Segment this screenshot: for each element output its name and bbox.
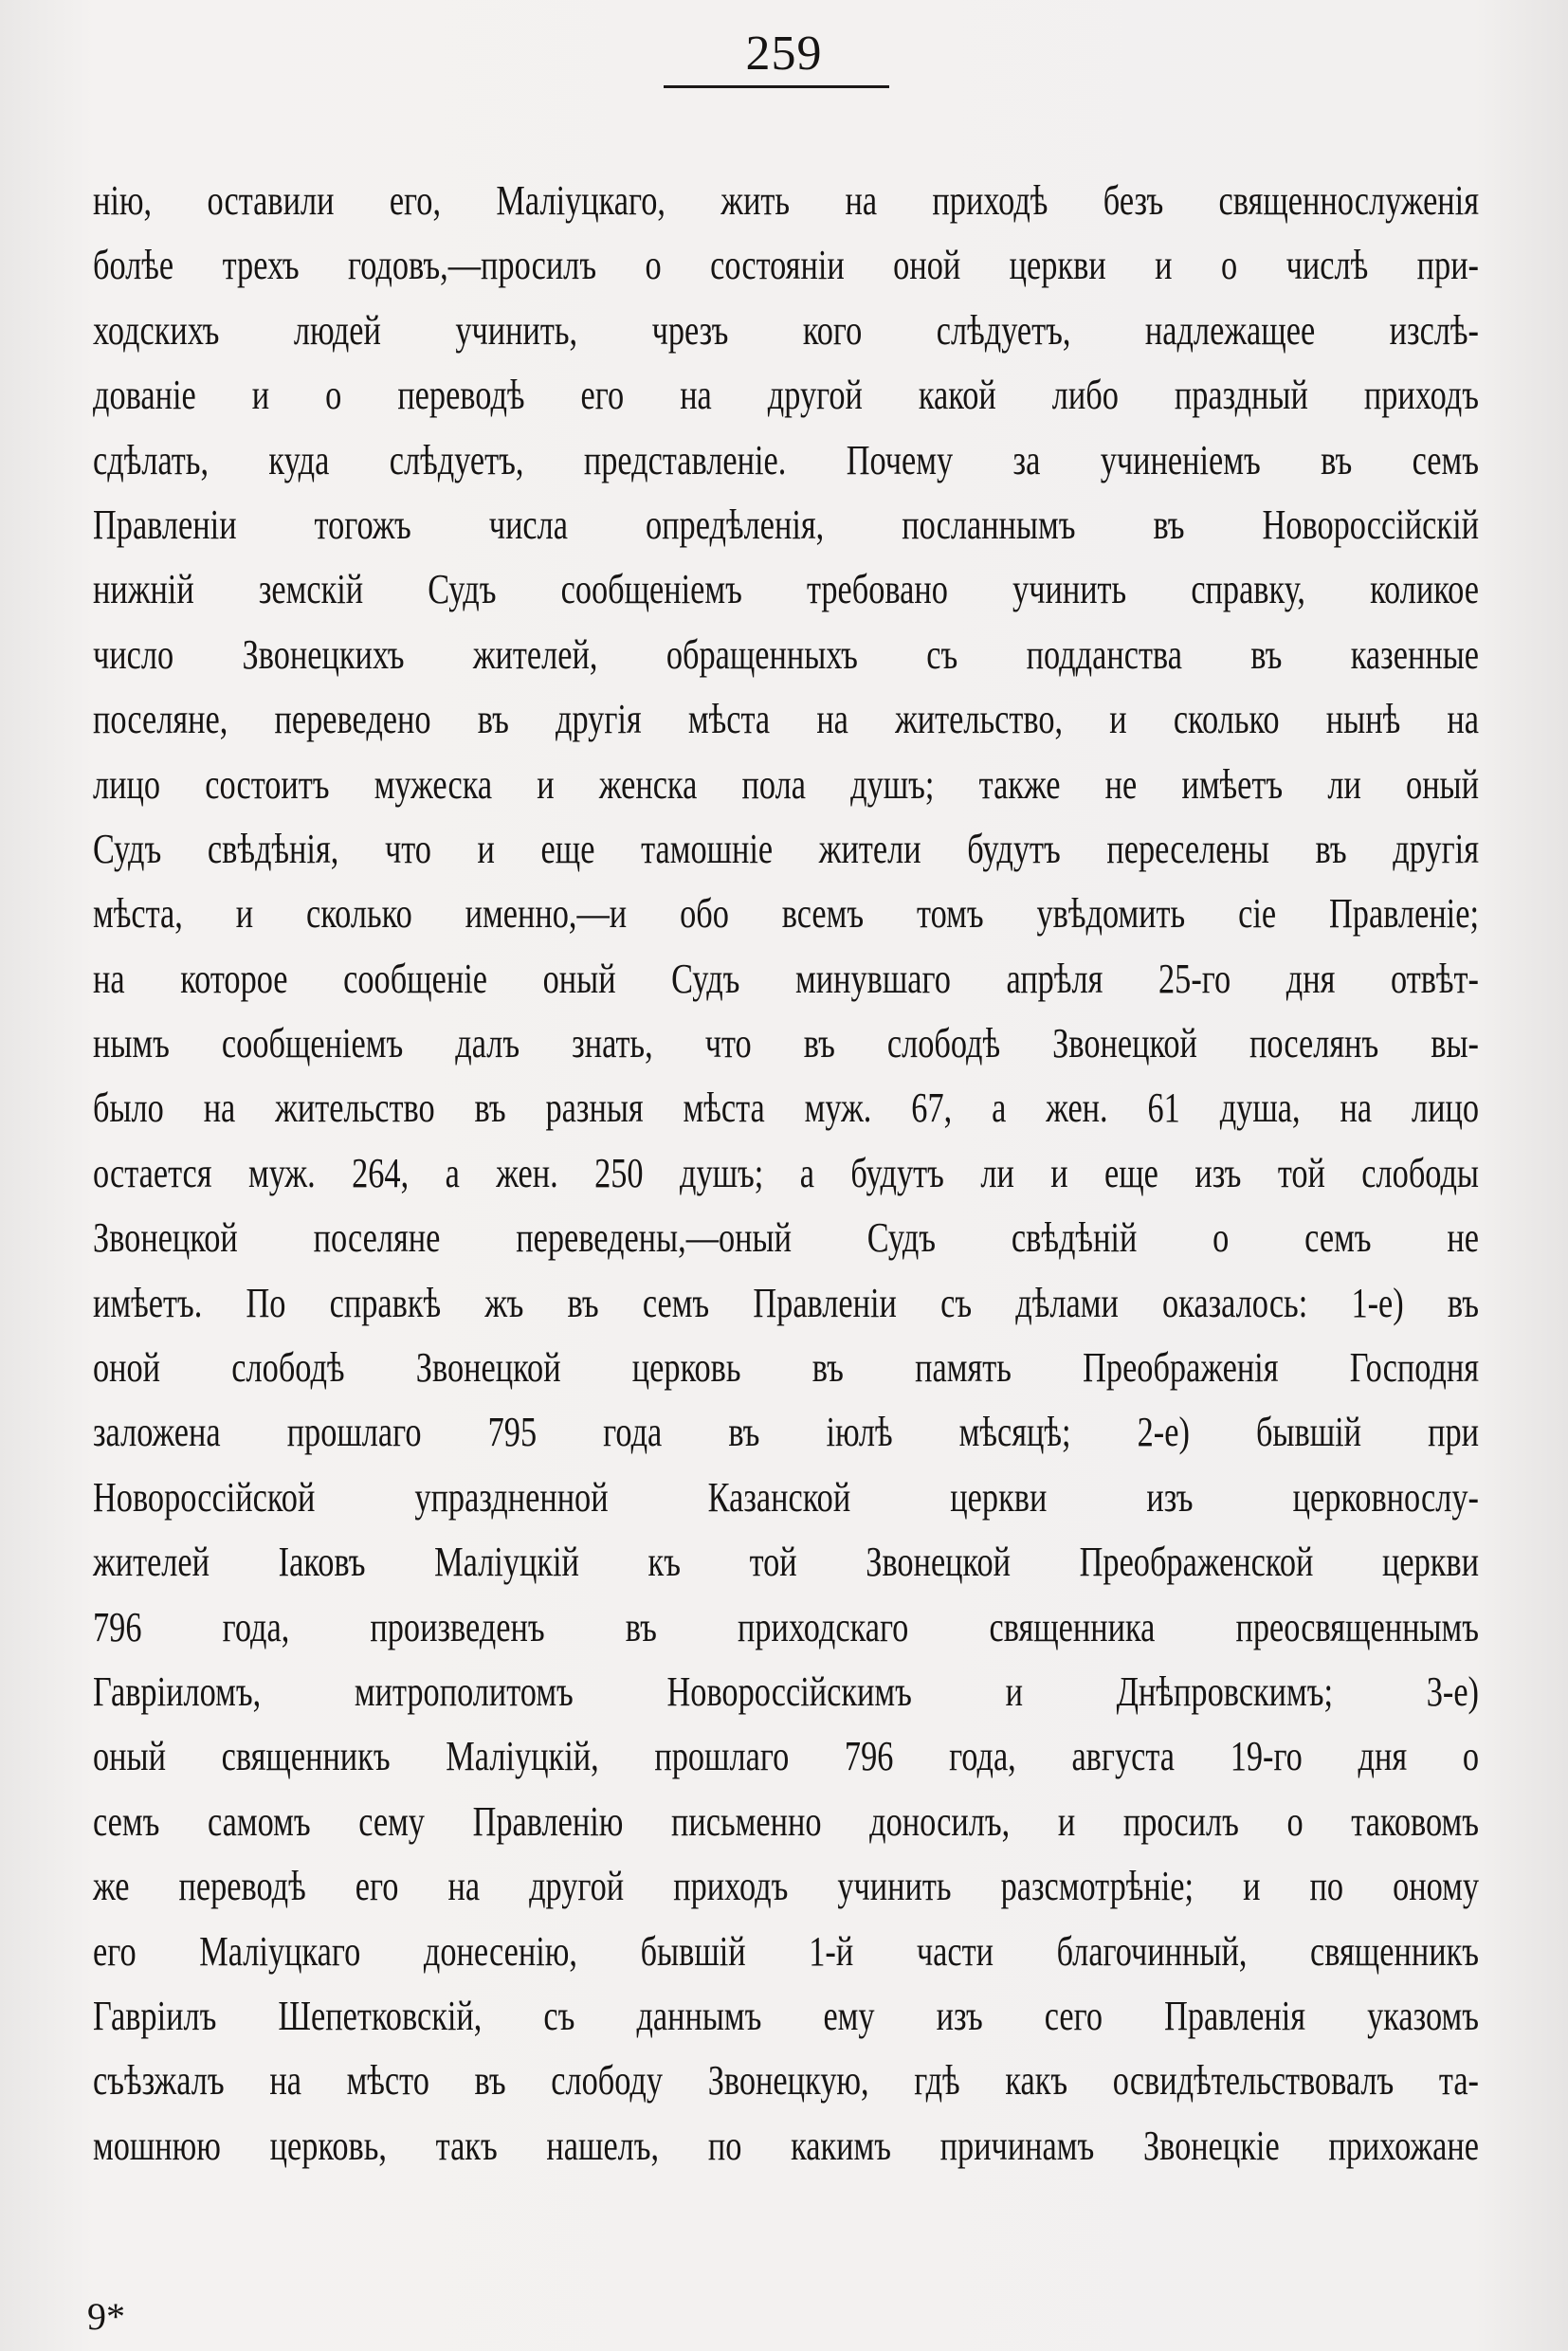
text-line: Судъ свѣдѣнія, что и еще тамошніе жители будутъ переселены въ другія [93,825,1479,872]
text-line: сдѣлать, куда слѣдуетъ, представленіе. Почему за учиненіемъ въ семъ [93,436,1479,483]
text-line: заложена прошлаго 795 года въ іюлѣ мѣсяцѣ; 2-е) бывшій при [93,1409,1479,1456]
text-line: семъ самомъ сему Правленію письменно доносилъ, и просилъ о таковомъ [93,1797,1479,1845]
text-line: на которое сообщеніе оный Судъ минувшаго апрѣля 25-го дня отвѣт- [93,955,1479,1002]
text-line: лицо состоитъ мужеска и женска пола душъ; также не имѣетъ ли оный [93,760,1479,808]
text-line: Новороссійской упраздненной Казанской церкви изъ церковнослу- [93,1473,1479,1521]
text-line: нымъ сообщеніемъ далъ знать, что въ слободѣ Звонецкой поселянъ вы- [93,1020,1479,1067]
text-line: мошнюю церковь, такъ нашелъ, по какимъ причинамъ Звонецкіе прихожане [93,2122,1479,2169]
text-line: Звонецкой поселяне переведены,—оный Судъ свѣдѣній о семъ не [93,1214,1479,1262]
text-line: число Звонецкихъ жителей, обращенныхъ съ подданства въ казенные [93,630,1479,678]
text-line: Правленіи тогожъ числа опредѣленія, посланнымъ въ Новороссійскій [93,501,1479,548]
text-line: нію, оставили его, Маліуцкаго, жить на приходѣ безъ священнослуженія [93,177,1479,224]
text-line: съѣзжалъ на мѣсто въ слободу Звонецкую, гдѣ какъ освидѣтельствовалъ та- [93,2057,1479,2105]
text-line: болѣе трехъ годовъ,—просилъ о состояніи оной церкви и о числѣ при- [93,242,1479,289]
text-line: поселяне, переведено въ другія мѣста на жительство, и сколько нынѣ на [93,696,1479,743]
text-line: 796 года, произведенъ въ приходскаго священника преосвященнымъ [93,1603,1479,1650]
text-line: имѣетъ. По справкѣ жъ въ семъ Правленіи съ дѣлами оказалось: 1-е) въ [93,1279,1479,1326]
text-line: мѣста, и сколько именно,—и обо всемъ томъ увѣдомить сіе Правленіе; [93,890,1479,938]
body-text [93,169,1479,2178]
text-line: его Маліуцкаго донесенію, бывшій 1-й части благочинный, священникъ [93,1927,1479,1975]
text-line: Гавріиломъ, митрополитомъ Новороссійскимъ и Днѣпровскимъ; 3-е) [93,1668,1479,1715]
text-line: оный священникъ Маліуцкій, прошлаго 796 года, августа 19-го дня о [93,1733,1479,1780]
text-line: ходскихъ людей учинить, чрезъ кого слѣдуетъ, надлежащее изслѣ- [93,306,1479,354]
text-line: оной слободѣ Звонецкой церковь въ память Преображенія Господня [93,1344,1479,1392]
page-number: 259 [745,27,823,81]
header-rule [664,85,889,88]
text-line: остается муж. 264, а жен. 250 душъ; а будутъ ли и еще изъ той слободы [93,1149,1479,1196]
signature-mark: 9* [87,2295,125,2338]
text-line: Гавріилъ Шепетковскій, съ даннымъ ему изъ сего Правленія указомъ [93,1992,1479,2039]
text-line: нижній земскій Судъ сообщеніемъ требовано учинить справку, коликое [93,566,1479,613]
text-line: дованіе и о переводѣ его на другой какой либо праздный приходъ [93,372,1479,419]
text-line: же переводѣ его на другой приходъ учинить разсмотрѣніе; и по оному [93,1863,1479,1910]
text-line: жителей Іаковъ Маліуцкій къ той Звонецкой Преображенской церкви [93,1539,1479,1586]
text-line: было на жительство въ разныя мѣста муж. 67, а жен. 61 душа, на лицо [93,1084,1479,1132]
